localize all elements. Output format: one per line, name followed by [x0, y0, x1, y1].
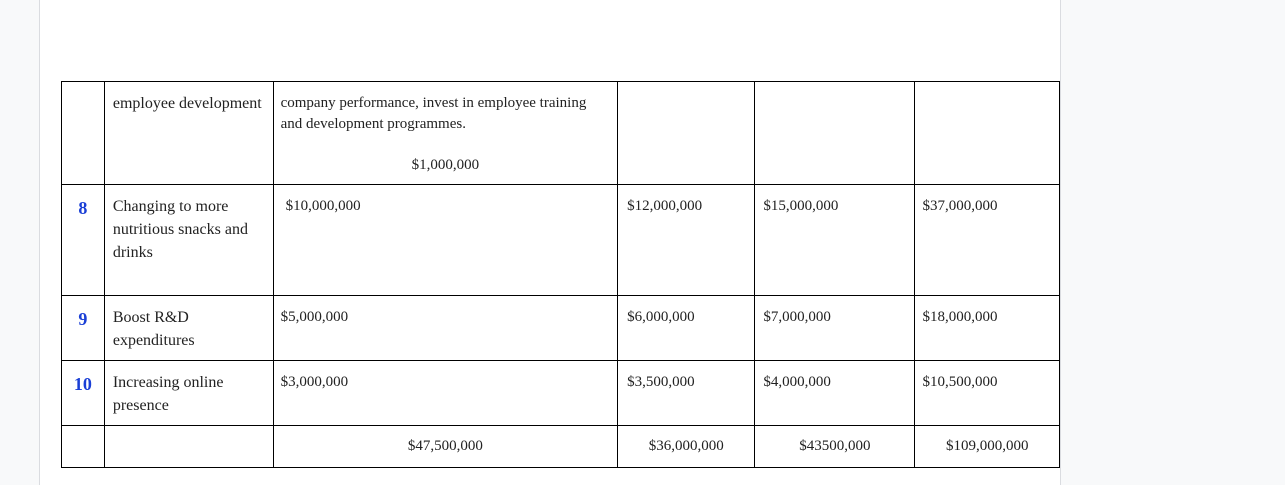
description-amount: $1,000,000	[411, 157, 480, 173]
amount-cell: $7,000,000	[755, 296, 915, 361]
table-row	[62, 296, 1060, 361]
activity-cell: Changing to more nutritious snacks and drinks	[104, 185, 273, 296]
activity-cell: Boost R&D expenditures	[104, 296, 273, 361]
amount-cell: $6,000,000	[618, 296, 755, 361]
totals-row	[62, 426, 1060, 468]
total-cell: $47,500,000	[273, 426, 617, 468]
document-page	[39, 0, 1061, 485]
amount-cell: $3,000,000	[273, 361, 617, 426]
activity-cell: Increasing online presence	[104, 361, 273, 426]
budget-table	[61, 81, 1060, 468]
table-row	[62, 361, 1060, 426]
row-number: 8	[62, 185, 105, 296]
table-cell	[62, 82, 105, 185]
amount-cell: $18,000,000	[915, 296, 1060, 361]
total-cell: $109,000,000	[915, 426, 1060, 468]
table-cell	[104, 426, 273, 468]
amount-cell: $10,000,000	[273, 185, 617, 296]
table-row	[62, 185, 1060, 296]
description-cell	[273, 82, 617, 185]
table-cell	[755, 82, 915, 185]
amount-cell: $4,000,000	[755, 361, 915, 426]
total-cell: $43500,000	[755, 426, 915, 468]
table-cell	[618, 82, 755, 185]
activity-cell: employee development	[104, 82, 273, 185]
amount-cell: $10,500,000	[915, 361, 1060, 426]
amount-cell: $15,000,000	[755, 185, 915, 296]
description-text: company performance, invest in employee training and development programmes.	[280, 95, 587, 132]
amount-cell: $3,500,000	[618, 361, 755, 426]
table-cell	[62, 426, 105, 468]
table-row	[62, 82, 1060, 185]
total-cell: $36,000,000	[618, 426, 755, 468]
row-number: 9	[62, 296, 105, 361]
amount-cell: $12,000,000	[618, 185, 755, 296]
row-number: 10	[62, 361, 105, 426]
amount-cell: $5,000,000	[273, 296, 617, 361]
table-cell	[915, 82, 1060, 185]
amount-cell: $37,000,000	[915, 185, 1060, 296]
